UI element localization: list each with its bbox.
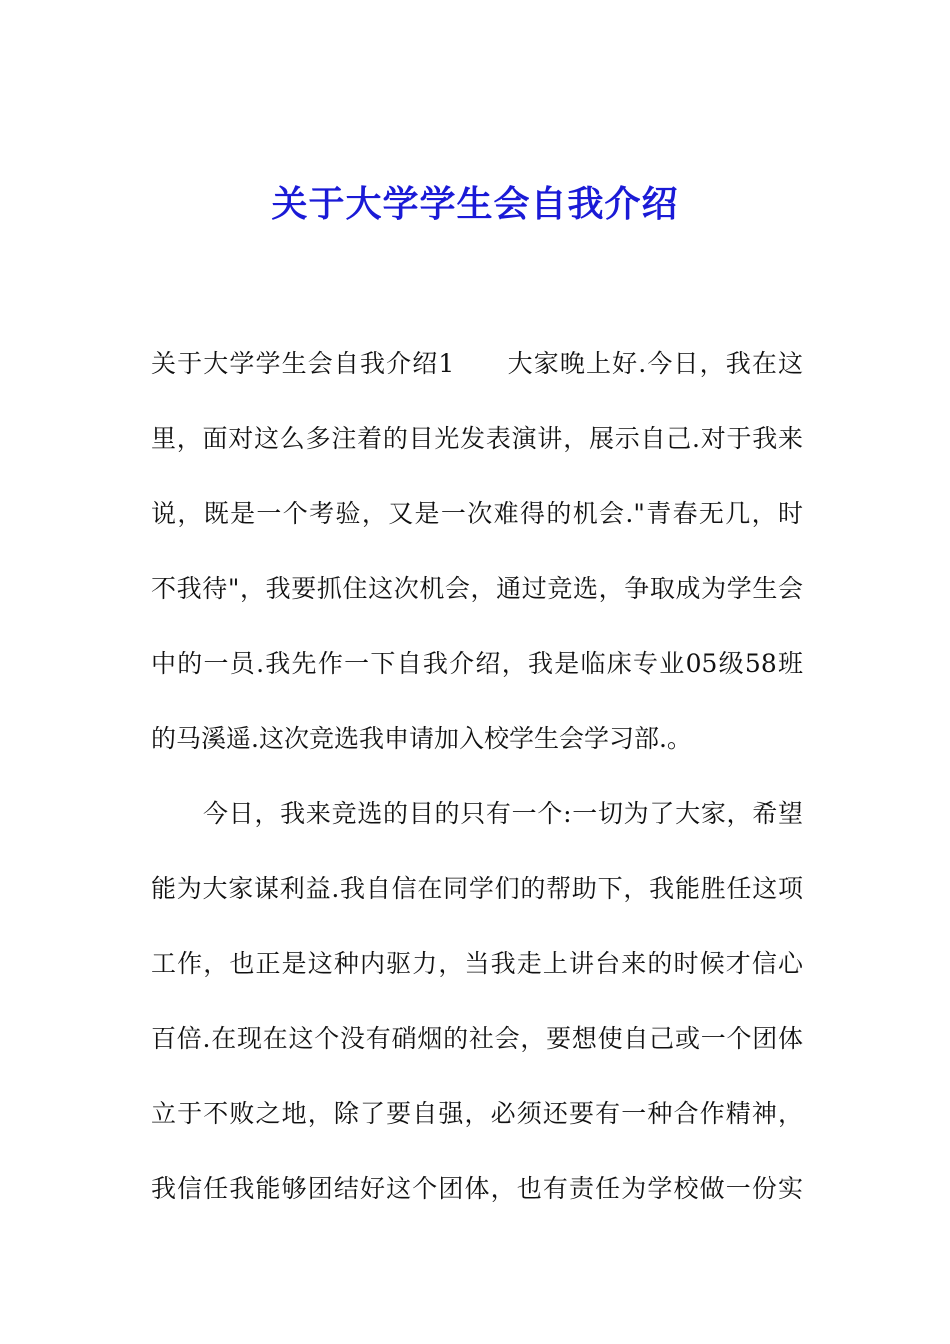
body-line: 中的一员.我先作一下自我介绍，我是临床专业05级58班 xyxy=(151,649,803,678)
body-line: 能为大家谋利益.我自信在同学们的帮助下，我能胜任这项 xyxy=(151,874,803,903)
body-line: 的马溪遥.这次竞选我申请加入校学生会学习部.。 xyxy=(151,724,692,753)
body-line: 工作，也正是这种内驱力，当我走上讲台来的时候才信心 xyxy=(151,949,803,978)
document-body xyxy=(151,326,803,1226)
body-line: 我信任我能够团结好这个团体，也有责任为学校做一份实 xyxy=(151,1174,803,1203)
body-line: 里，面对这么多注着的目光发表演讲，展示自己.对于我来 xyxy=(151,424,803,453)
body-line: 立于不败之地，除了要自强，必须还要有一种合作精神， xyxy=(151,1099,803,1128)
body-line: 不我待"，我要抓住这次机会，通过竞选，争取成为学生会 xyxy=(151,574,803,603)
body-line: 今日，我来竞选的目的只有一个:一切为了大家，希望 xyxy=(203,799,803,828)
document-title: 关于大学学生会自我介绍 xyxy=(271,183,679,225)
body-line: 百倍.在现在这个没有硝烟的社会，要想使自己或一个团体 xyxy=(151,1024,803,1053)
body-line: 关于大学学生会自我介绍1 大家晚上好.今日，我在这 xyxy=(151,349,803,378)
body-line: 说，既是一个考验，又是一次难得的机会."青春无几，时 xyxy=(151,499,803,528)
